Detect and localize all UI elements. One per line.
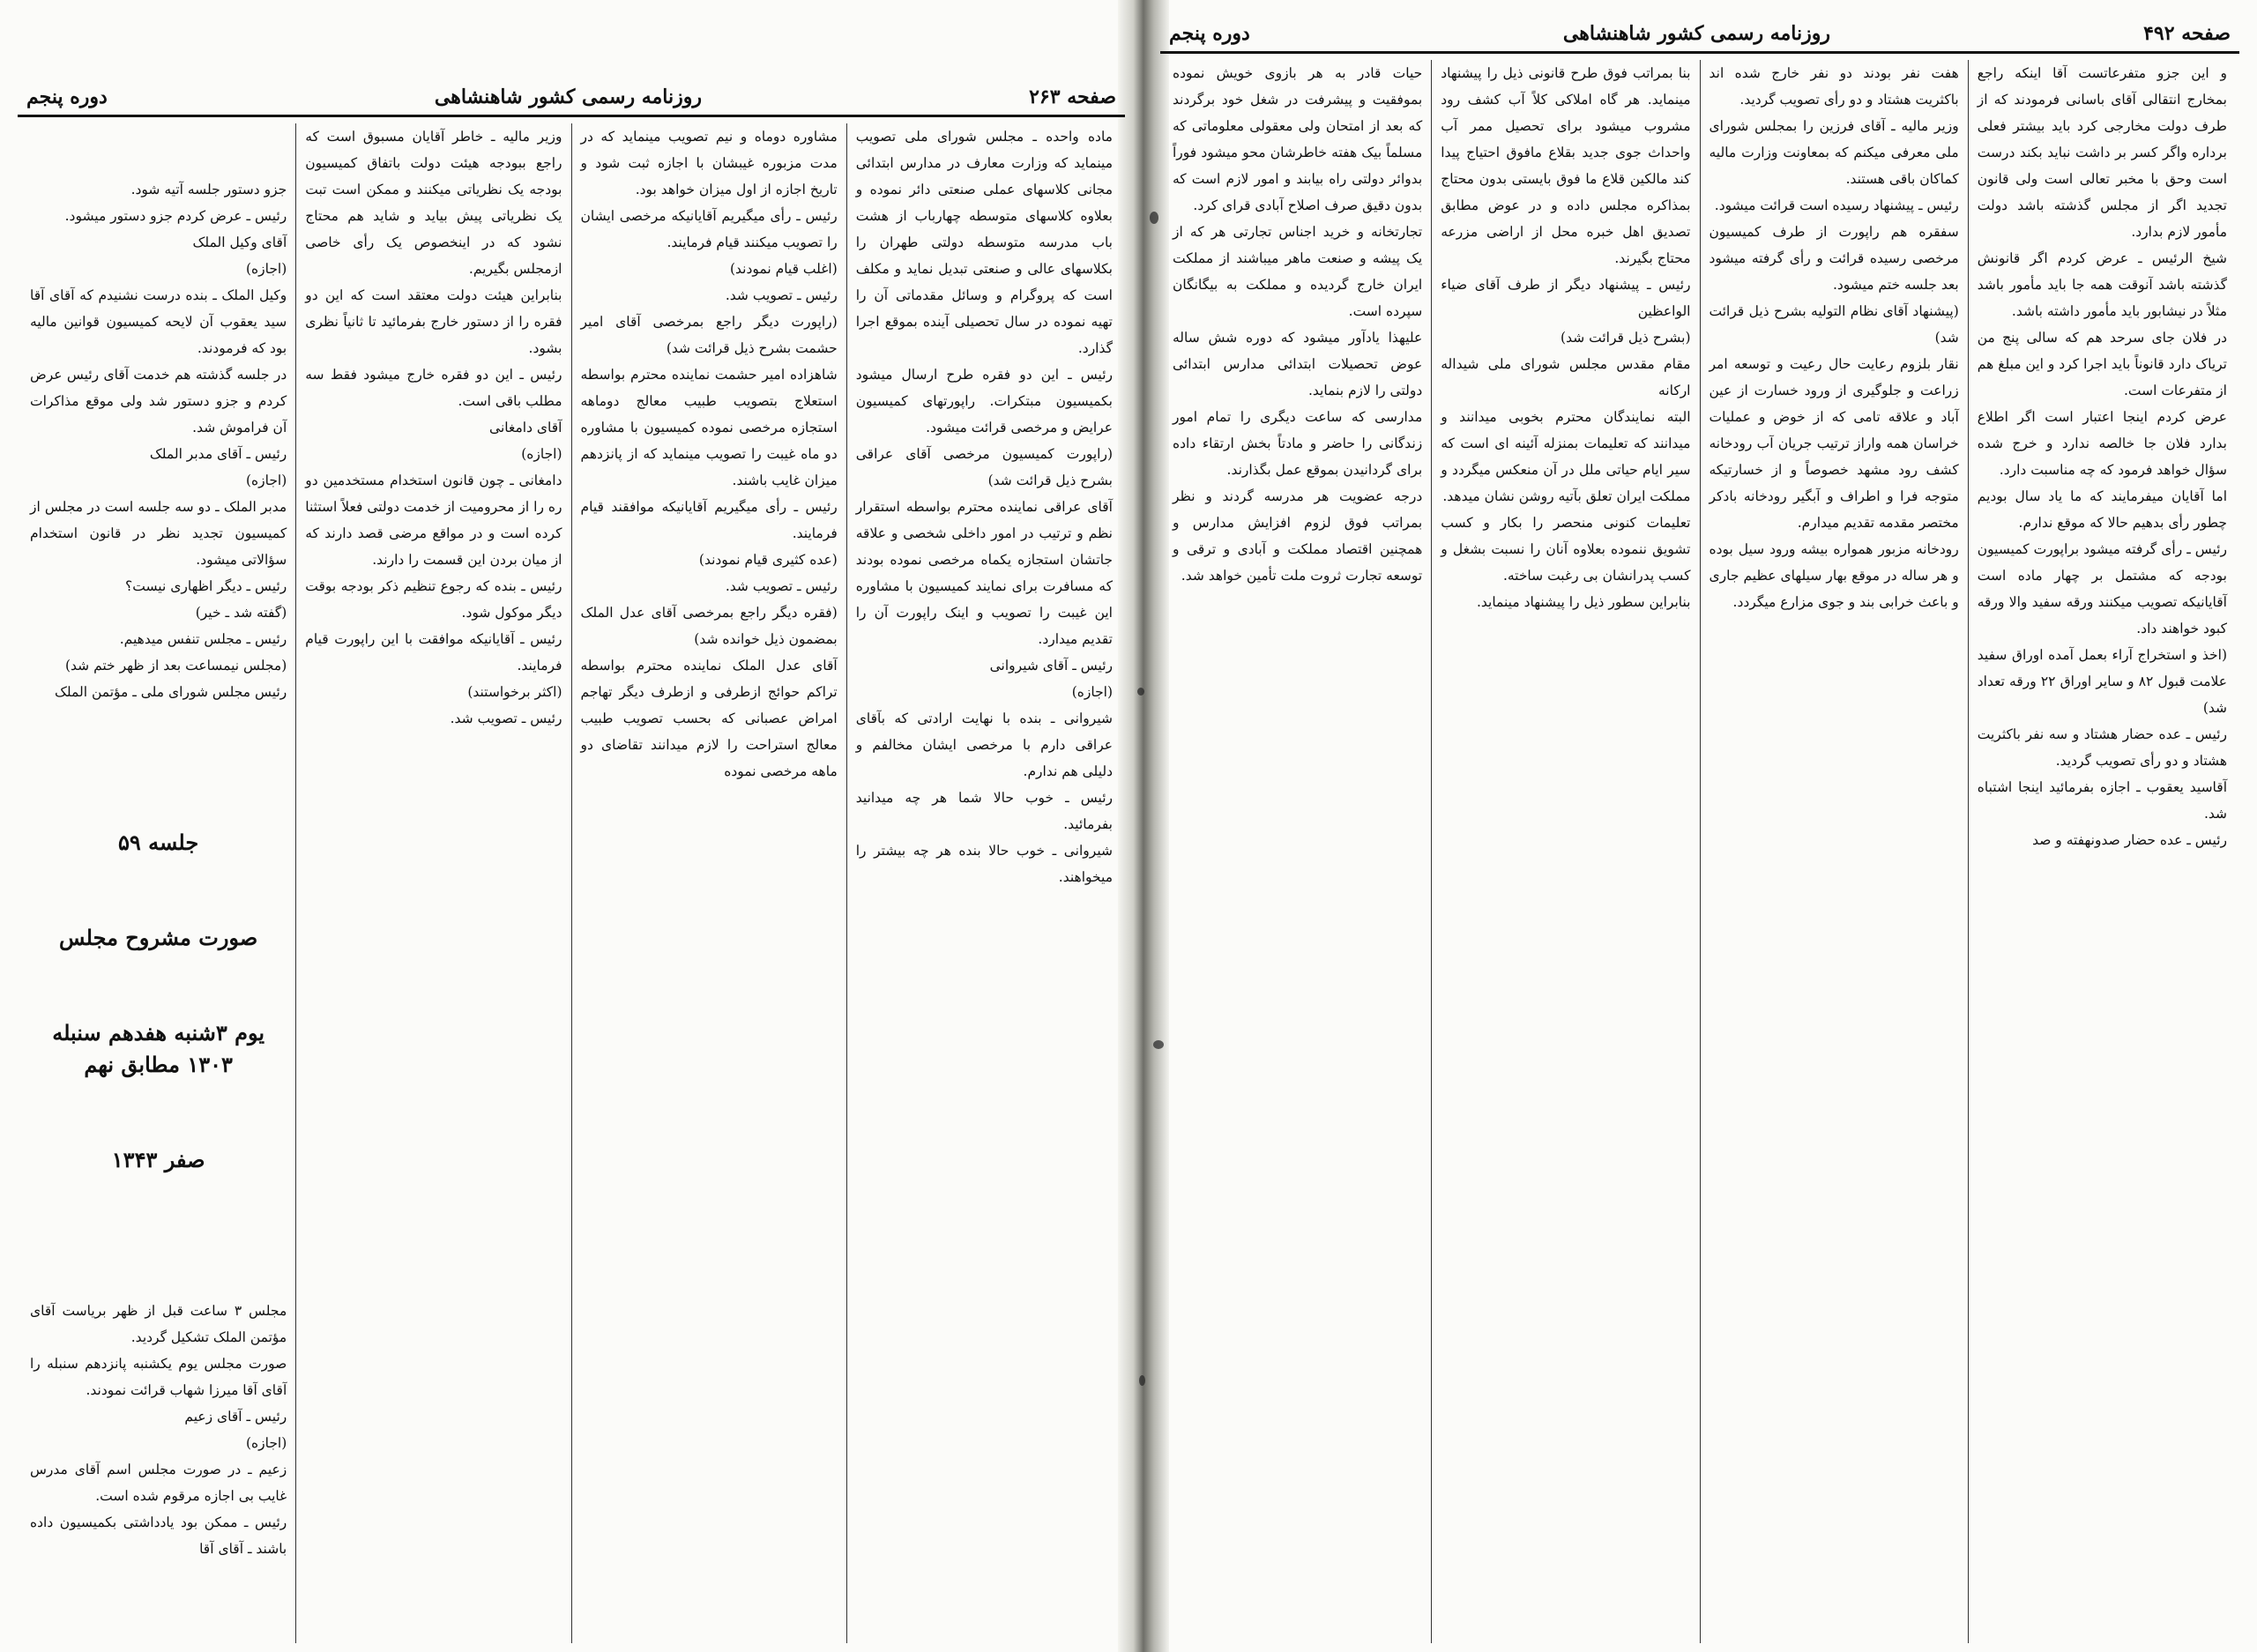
left-column-1: ماده واحده ـ مجلس شورای ملی تصویب مینماید که وزارت معارف در مدارس ابتدائی مجانی کلاسهای عملی صنعتی دائر نموده و بعلاوه کلاسهای متوسطه چهارباب از هشت باب مدرسه متوسطه دولتی طهران را بکلاسهای عالی و صنعتی تبدیل نماید و مکلف است که پروگرام و وسائل مقدماتی آن را تهیه نموده در سال تحصیلی آینده بموقع اجرا گذارد. رئیس ـ این دو فقره طرح ارسال میشود بکمیسیون مبتکرات. راپورتهای کمیسیون عرایض و مرخصی قرائت میشود. (راپورت کمیسیون مرخصی آقای عراقی بشرح ذیل قرائت شد) آقای عراقی نماینده محترم بواسطه استقرار نظم و ترتیب در امور داخلی شخصی و علاقه جاتشان استجازه یکماه مرخصی نموده بودند که مسافرت برای نمایند کمیسیون با مشاوره این غیبت را تصویب و اینک راپورت آن را تقدیم میدارد. رئیس ـ آقای شیروانی (اجازه) شیروانی ـ بنده با نهایت ارادتی که بآقای عراقی دارم با مرخصی ایشان مخالفم و دلیلی هم ندارم. رئیس ـ خوب حالا شما هر چه میدانید بفرمائید. شیروانی ـ خوب حالا بنده هر چه بیشتر را میخواهند. bbox=[846, 123, 1121, 1643]
session-heading bbox=[30, 763, 287, 1239]
session-body: مجلس ۳ ساعت قبل از ظهر بریاست آقای مؤتمن الملک تشکیل گردید. صورت مجلس یوم یکشنبه پانزدهم سنبله را آقای آقا میرزا شهاب قرائت نمودند. رئیس ـ آقای زعیم (اجازه) زعیم ـ در صورت مجلس اسم آقای مدرس غایب بی اجازه مرقوم شده است. رئیس ـ ممکن بود یادداشتی بکمیسیون داده باشند ـ آقای آقا bbox=[30, 1303, 287, 1557]
ink-speck bbox=[1139, 1375, 1145, 1386]
left-column-4-text: جزو دستور جلسه آتیه شود. رئیس ـ عرض کردم جزو دستور میشود. آقای وکیل الملک (اجازه) وکیل الملک ـ بنده درست نشنیدم که آقای آقا سید یعقوب آن لایحه کمیسیون قوانین مالیه بود که فرمودند. در جلسه گذشته هم خدمت آقای رئیس عرض کردم و جزو دستور شد ولی موقع مذاکرات آن فراموش شد. رئیس ـ آقای مدبر الملک (اجازه) مدبر الملک ـ دو سه جلسه است در مجلس از کمیسیون تجدید نظر در قانون استخدام سؤالاتی میشود. رئیس ـ دیگر اظهاری نیست؟ (گفته شد ـ خیر) رئیس ـ مجلس تنفس میدهیم. (مجلس نیمساعت بعد از ظهر ختم شد) رئیس مجلس شورای ملی ـ مؤتمن الملک bbox=[30, 182, 287, 700]
left-column-3: وزیر مالیه ـ خاطر آقایان مسبوق است که راجع ببودجه هیئت دولت باتفاق کمیسیون بودجه یک نظریاتی میکنند و ممکن است تبت یک نظریاتی پیش بیاید و شاید هم محتاج نشود که در اینخصوص یک رأی خاصی ازمجلس بگیریم. بنابراین هیئت دولت معتقد است که این دو فقره را از دستور خارج بفرمائید تا ثانیاً نظری بشود. رئیس ـ این دو فقره خارج میشود فقط سه مطلب باقی است. آقای دامغانی (اجازه) دامغانی ـ چون قانون استخدام مستخدمین دو ره را از محرومیت از خدمت دولتی فعلاً استثنا کرده است و در مواقع مرضی قصد دارند که از میان بردن این قسمت را دارند. رئیس ـ بنده که رجوع تنظیم ذکر بودجه بوقت دیگر موکول شود. رئیس ـ آقایانیکه موافقت با این راپورت قیام فرمایند. (اکثر برخواستند) رئیس ـ تصویب شد. bbox=[295, 123, 570, 1643]
right-column-4: حیات قادر به هر بازوی خویش نموده بموفقیت و پیشرفت در شغل خود برگردند که بعد از امتحان ولی معقولی معلوماتی که مسلماً بیک هفته خاطرشان محو میشود فوراً بدوائر دولتی راه بیابند و امور لازم است که بدون دقیق صرف اصلاح آبادی قرای کرد. تجارتخانه و خرید اجناس تجارتی هر که از یک پیشه و صنعت ماهر میباشند از مملکت ایران خارج گردیده و مملکت به بیگانگان سپرده است. علیهذا یادآور میشود که دوره شش ساله عوض تحصیلات ابتدائی مدارس ابتدائی دولتی را لازم بنماید. مدارسی که ساعت دیگری را تمام امور زندگانی را حاضر و مادتاً بخش ارتقاء داده برای گردانیدن بموقع عمل بگذارند. درجه عضویت هر مدرسه گردند و نظر بمراتب فوق لزوم افزایش مدارس و همچنین اقتصاد مملکت و آبادی و ترقی و توسعه تجارت ثروت ملت تأمین خواهد شد. bbox=[1173, 65, 1423, 584]
session-month: صفر ۱۳۴۳ bbox=[111, 1147, 205, 1172]
right-header-rule bbox=[1160, 51, 2239, 54]
right-page-period: دوره پنجم bbox=[1169, 22, 1250, 45]
left-page-title: روزنامه رسمی کشور شاهنشاهی bbox=[434, 86, 703, 108]
right-page-title: روزنامه رسمی کشور شاهنشاهی bbox=[1562, 22, 1831, 45]
right-column-3: بنا بمراتب فوق طرح قانونی ذیل را پیشنهاد مینماید. هر گاه املاکی کلاً آب کشف رود مشروب میشود برای تحصیل ممر آب واحداث جوی جدید بقلاع مافوق احتیاج پیدا کند مالکین قلاع ما فوق بایستی بدون محتاج بمذاکره مجلس داده و در عوض مطابق تصدیق اهل خبره محل از اراضی مزرعه محتاج بگیرند. رئیس ـ پیشنهاد دیگر از طرف آقای ضیاء الواعظین (بشرح ذیل قرائت شد) مقام مقدس مجلس شورای ملی شیداله ارکانه البته نمایندگان محترم بخوبی میدانند و میدانند که تعلیمات بمنزله آئینه ای است که سیر ایام حیاتی ملل در آن منعکس میگردد و مملکت ایران تعلق بآتیه روشن نشان میدهد. تعلیمات کنونی منحصر را بکار و کسب تشویق ننموده بعلاوه آنان را نسبت بشغل و کسب پدرانشان بی رغبت ساخته. بنابراین سطور ذیل را پیشنهاد مینماید. bbox=[1431, 60, 1699, 1643]
left-column-2: مشاوره دوماه و نیم تصویب مینماید که در مدت مزبوره غیبشان با اجازه ثبت شود و تاریخ اجازه از اول میزان خواهد بود. رئیس ـ رأی میگیریم آقایانیکه مرخصی ایشان را تصویب میکنند قیام فرمایند. (اغلب قیام نمودند) رئیس ـ تصویب شد. (راپورت دیگر راجع بمرخصی آقای امیر حشمت بشرح ذیل قرائت شد) شاهزاده امیر حشمت نماینده محترم بواسطه استعلاج بتصویب طبیب معالج دوماهه استجازه مرخصی نموده کمیسیون با مشاوره دو ماه غیبت را تصویب مینماید که از پانزدهم میزان غایب باشند. رئیس ـ رأی میگیریم آقایانیکه موافقند قیام فرمایند. (عده کثیری قیام نمودند) رئیس ـ تصویب شد. (فقره دیگر راجع بمرخصی آقای عدل الملک بمضمون ذیل خوانده شد) آقای عدل الملک نماینده محترم بواسطه تراکم حوائج ازطرفی و ازطرف دیگر تهاجم امراض عصبانی که بحسب تصویب طبیب معالج استراحت را لازم میدانند تقاضای دو ماهه مرخصی نموده bbox=[571, 123, 846, 1643]
right-column-1: و این جزو متفرعاتست آقا اینکه راجع بمخارج انتقالی آقای باسانی فرمودند که از طرف دولت مخارجی کرد باید بیشتر فعلی برداره واگر کسر بر داشت نباید بکند درست است وحق با مخبر تعالی است ولی قانون تجدید اگر از مجلس گذشته باشد دولت مأمور لازم بدارد. شیخ الرئیس ـ عرض کردم اگر قانونش گذشته باشد آنوقت همه جا باید مأمور باشد مثلاً در نیشابور باید مأمور داشته باشد. در فلان جای سرحد هم که سالی پنج من تریاک دارد قانوناً باید اجرا کرد و این مبلغ هم از متفرعات است. عرض کردم اینجا اعتبار است اگر اطلاع بدارد فلان جا خالصه ندارد و خرج شده سؤال خواهد فرمود که چه مناسبت دارد. اما آقایان میفرمایند که ما یاد سال بودیم چطور رأی بدهیم حالا که موقع ندارم. رئیس ـ رأی گرفته میشود براپورت کمیسیون بودجه که مشتمل بر چهار ماده است آقایانیکه تصویب میکنند ورقه سفید والا ورقه کبود خواهند داد. (اخذ و استخراج آراء بعمل آمده اوراق سفید علامت قبول ۸۲ و سایر اوراق ۲۲ ورقه تعداد شد) رئیس ـ عده حضار هشتاد و سه نفر باکثریت هشتاد و دو رأی تصویب گردید. آقاسید یعقوب ـ اجازه بفرمائید اینجا اشتباه شد. رئیس ـ عده حضار صدونهفته و صد bbox=[1968, 60, 2236, 1643]
ink-speck bbox=[1137, 688, 1144, 696]
left-column-4 bbox=[21, 123, 295, 1643]
right-column-2: هفت نفر بودند دو نفر خارج شده اند باکثریت هشتاد و دو رأی تصویب گردید. وزیر مالیه ـ آقای فرزین را بمجلس شورای ملی معرفی میکنم که بمعاونت وزارت مالیه کماکان باقی هستند. رئیس ـ پیشنهاد رسیده است قرائت میشود. سفقره هم راپورت از طرف کمیسیون مرخصی رسیده قرائت و رأی گرفته میشود بعد جلسه ختم میشود. (پیشنهاد آقای نظام التولیه بشرح ذیل قرائت شد) نقار بلزوم رعایت حال رعیت و توسعه امر زراعت و جلوگیری از ورود خسارت از عین آباد و علاقه تامی که از خوض و عملیات خراسان همه واراز ترتیب جریان آب رودخانه کشف رود مشهد خصوصاً و از خسارتیکه متوجه فرا و اطراف و آبگیر رودخانه بادکر مختصر مقدمه تقدیم میدارم. رودخانه مزبور همواره بیشه ورود سیل بوده و هر ساله در موقع بهار سیلهای عظیم جاری و باعث خرابی بند و جوی مزارع میگردد. bbox=[1700, 60, 1968, 1643]
session-title: صورت مشروح مجلس bbox=[59, 925, 258, 950]
session-date: یوم ۳شنبه هفدهم سنبله ۱۳۰۳ مطابق نهم bbox=[44, 1020, 265, 1077]
right-page-header bbox=[1143, 18, 2257, 49]
right-columns bbox=[1164, 60, 2236, 1643]
left-page-number: صفحه ۲۶۳ bbox=[1029, 86, 1116, 108]
ink-speck bbox=[1150, 212, 1158, 224]
left-page-header bbox=[0, 81, 1143, 113]
right-page-number: صفحه ۴۹۲ bbox=[2143, 22, 2231, 45]
left-page-period: دوره پنجم bbox=[26, 86, 108, 108]
left-columns bbox=[21, 123, 1121, 1643]
ink-speck bbox=[1153, 1040, 1164, 1049]
left-header-rule bbox=[18, 115, 1125, 117]
right-page bbox=[1143, 0, 2257, 1652]
session-number: جلسه ۵۹ bbox=[118, 830, 199, 855]
